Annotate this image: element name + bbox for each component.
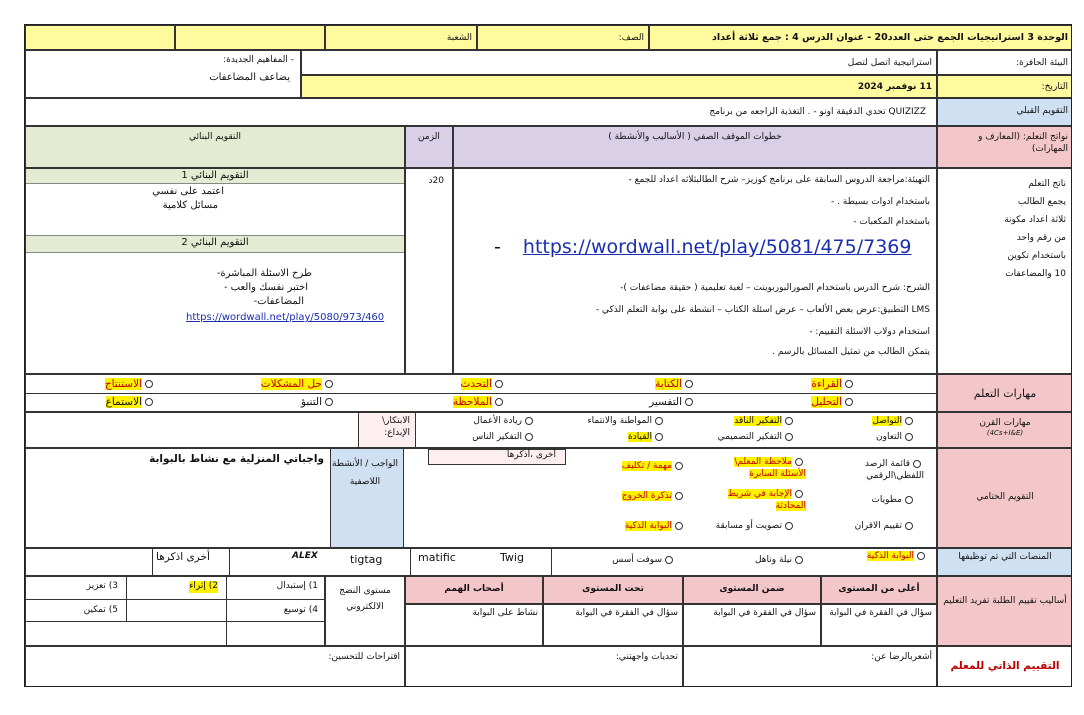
elearning-empowerment: 5) تمكين — [83, 605, 118, 615]
century-citizenship[interactable]: المواطنة والانتماء — [587, 416, 666, 428]
century-label-sub: (4Cs+I&E) — [986, 429, 1024, 438]
platform-matific[interactable]: matific — [418, 551, 456, 564]
steps-line-5: LMS التطبيق:عرض بعض الألعاب – عرض اسئلة الكتاب – انشطة على بوابة التعلم الذكي - — [595, 305, 930, 315]
outcome-line-3: ثلاثة اعداد مكونة — [1004, 215, 1066, 225]
final-teacher-observation[interactable]: ملاحظة المعلم\ الأسئلة السابرة — [734, 457, 806, 479]
prior-eval-text: QUIZIZZ تحدي الدقيقة اونو - . التغذية الراجعه من برنامج — [709, 107, 926, 117]
elearning-expansion: 4) توسيع — [283, 605, 318, 615]
formative2-line-2: اختبر نفسك والعب - — [224, 282, 308, 293]
formative2-line-3: المضاعفات- — [253, 296, 304, 307]
platforms-grid — [25, 548, 937, 576]
skill-reading[interactable]: القراءة — [811, 378, 856, 392]
platforms-other: أخرى اذكرها — [156, 551, 210, 563]
skill-listening[interactable]: الاستماع — [106, 396, 156, 410]
level-below-header: تحت المستوى — [543, 576, 683, 604]
skill-problem-solving[interactable]: حل المشكلات — [261, 378, 336, 392]
century-skills-grid — [25, 412, 937, 448]
section-label: الشعبة — [325, 25, 477, 50]
skill-speaking[interactable]: التحدث — [461, 378, 506, 392]
outcomes-header: نواتج التعلم: (المعارف و المهارات) — [937, 126, 1072, 168]
outcome-line-6: 10 والمضاعفات — [1005, 269, 1066, 279]
outcome-line-4: من رقم واحد — [1016, 233, 1066, 243]
steps-cell — [453, 168, 937, 374]
outcome-line-5: باستخدام تكوين — [1007, 251, 1066, 261]
final-folds[interactable]: مطويات — [871, 495, 916, 507]
wordwall-link[interactable]: https://wordwall.net/play/5081/475/7369 — [522, 236, 912, 258]
unit-line: الوحدة 3 استراتيجيات الجمع حتى العدد20 - عنوان الدرس 4 : جمع ثلاثة أعداد — [649, 25, 1072, 50]
steps-line-1: التهيئة:مراجعة الدروس السابقة على برنامج كوزيز– شرح الطالبثلاثه اعداد للجمع - — [628, 175, 930, 185]
platform-smart-portal[interactable]: البوابة الذكية — [848, 551, 928, 563]
self-eval-label: التقييم الذاتي للمعلم — [937, 646, 1072, 687]
platform-soft-ss[interactable]: سوفت أسس — [612, 555, 676, 567]
outcome-line-1: ناتج التعلم — [1028, 179, 1066, 189]
level-above-text: سؤال في الفقرة في البوابة — [821, 604, 937, 646]
final-eval-grid — [25, 448, 937, 548]
formative-header: التقويم البنائي — [25, 126, 405, 168]
homework-label: الواجب / الأنشطة اللاصفية — [332, 459, 398, 487]
platform-nahla[interactable]: نيلة وناهل — [755, 555, 806, 567]
formative2-title: التقويم البنائي 2 — [26, 235, 404, 253]
final-other: أخرى ،أذكرها — [506, 450, 556, 460]
century-entrepreneurship[interactable]: ريادة الأعمال — [473, 416, 536, 428]
level-within-text: سؤال في الفقرة في البوابة — [683, 604, 821, 646]
stimulus-value: استراتيجية اتصل لتصل — [301, 50, 937, 75]
century-thinking[interactable]: التفكير الناس — [472, 432, 536, 444]
new-concepts-value: يضاعف المضاعفات — [209, 72, 290, 83]
century-label-text: مهارات القرن — [979, 418, 1031, 428]
date-value: 11 نوفمبر 2024 — [301, 75, 937, 98]
elearning-label: مستوى النضج الالكتروني — [325, 576, 405, 646]
final-chat-answer[interactable]: الإجابة في شريط المحادثة — [727, 489, 806, 511]
platform-twig[interactable]: Twig — [500, 551, 524, 564]
self-eval-satisfied: أشعربالرضا عن: — [683, 646, 937, 687]
differentiation-label: أساليب تقييم الطلبة تفريد التعليم — [937, 576, 1072, 646]
wordwall-link-dash: - — [494, 236, 501, 258]
century-design-thinking[interactable]: التفكير التصميمي — [718, 432, 796, 444]
platforms-label: المنصات التي تم توظيفها — [937, 548, 1072, 576]
formative1-line-1: اعتمد على نفسي — [152, 186, 224, 197]
formative1-title: التقويم البنائي 1 — [26, 169, 404, 184]
steps-line-3: باستخدام المكعبات - — [853, 217, 930, 227]
new-concepts-cell — [25, 50, 301, 98]
elearning-enrichment: 2) إثراء — [189, 581, 218, 591]
homework-value: واجباتي المنزلية مع نشاط بالبوابة — [149, 453, 324, 465]
steps-line-4: الشرح: شرح الدرس باستخدام الصورالبوربوينت – لعبة تعليمية ( حقيقة مضاعفات )- — [620, 283, 930, 293]
steps-line-7: يتمكن الطالب من تمثيل المسائل بالرسم . — [772, 347, 930, 357]
century-innovation: الابتكار\ الإبداع: — [382, 416, 410, 438]
lesson-plan-sheet — [24, 24, 1072, 687]
section-value — [175, 25, 325, 50]
platform-tigtag[interactable]: tigtag — [350, 553, 383, 566]
self-eval-suggestions: اقتراحات للتحسين: — [25, 646, 405, 687]
learning-skills-grid — [25, 374, 937, 412]
outcome-line-2: يجمع الطالب — [1017, 197, 1066, 207]
prior-eval-label: التقويم القبلي — [937, 98, 1072, 126]
level-within-header: ضمن المستوى — [683, 576, 821, 604]
learning-skills-label: مهارات التعلم — [937, 374, 1072, 412]
formative-cell — [25, 168, 405, 374]
century-leadership[interactable]: القيادة — [628, 432, 666, 444]
steps-header: خطوات الموقف الصفي ( الأساليب والأنشطة ) — [453, 126, 937, 168]
formative1-line-2: مسائل كلامية — [162, 200, 218, 211]
new-concepts-label: - المفاهيم الجديدة: — [223, 55, 294, 65]
skill-writing[interactable]: الكتابة — [655, 378, 696, 392]
class-label: الصف: — [477, 25, 649, 50]
elearning-grid — [25, 576, 325, 646]
steps-line-2: باستخدام ادوات بسيطة . - — [831, 197, 930, 207]
level-determination-text: نشاط على البوابة — [405, 604, 543, 646]
time-header: الزمن — [405, 126, 453, 168]
final-eval-label: التقويم الختامي — [937, 448, 1072, 548]
century-communication[interactable]: التواصل — [872, 416, 916, 428]
century-critical-thinking[interactable]: التفكير الناقد — [734, 416, 796, 428]
time-value: 20د — [405, 168, 453, 374]
century-skills-label — [937, 412, 1072, 448]
skill-inference[interactable]: الاستنتاج — [105, 378, 156, 392]
final-task[interactable]: مهمة / تكليف — [622, 461, 686, 473]
level-determination-header: أصحاب الهمم — [405, 576, 543, 604]
skill-observation[interactable]: الملاحظة — [453, 396, 506, 410]
steps-line-6: استخدام دولاب الاسئلة التقييم: - — [809, 327, 930, 337]
final-smart-portal[interactable]: البوابة الذكية — [625, 521, 686, 533]
stimulus-label: البيئة الحافزة: — [937, 50, 1072, 75]
formative2-line-1: طرح الاسئلة المباشرة- — [216, 268, 312, 279]
skill-prediction[interactable]: التنبؤ — [301, 396, 336, 410]
prior-eval-value — [25, 98, 937, 126]
wordwall-link-row — [494, 235, 911, 260]
final-vote[interactable]: تصويت أو مسابقة — [706, 521, 796, 533]
final-checklist[interactable]: قائمة الرصد اللفظي\الرقمي — [864, 459, 924, 481]
elearning-reinforcement: 3) تعزيز — [86, 581, 118, 591]
skill-interpretation[interactable]: التفسير — [649, 396, 696, 410]
formative2-link[interactable]: https://wordwall.net/play/5080/973/460 — [186, 312, 385, 323]
skill-analysis[interactable]: التحليل — [811, 396, 856, 410]
self-eval-challenges: تحديات واجهتني: — [405, 646, 683, 687]
final-exit-ticket[interactable]: تذكرة الخروج — [622, 491, 686, 503]
final-peer-eval[interactable]: تقييم الاقران — [836, 521, 916, 533]
century-collaboration[interactable]: التعاون — [876, 432, 916, 444]
empty-header-cell — [25, 25, 175, 50]
elearning-substitution: 1) إستبدال — [276, 581, 318, 591]
level-above-header: أعلى من المستوى — [821, 576, 937, 604]
level-below-text: سؤال في الفقرة في البوابة — [543, 604, 683, 646]
date-label: التاريخ: — [937, 75, 1072, 98]
platform-alex[interactable]: ALEX — [292, 551, 318, 561]
outcomes-cell — [937, 168, 1072, 374]
